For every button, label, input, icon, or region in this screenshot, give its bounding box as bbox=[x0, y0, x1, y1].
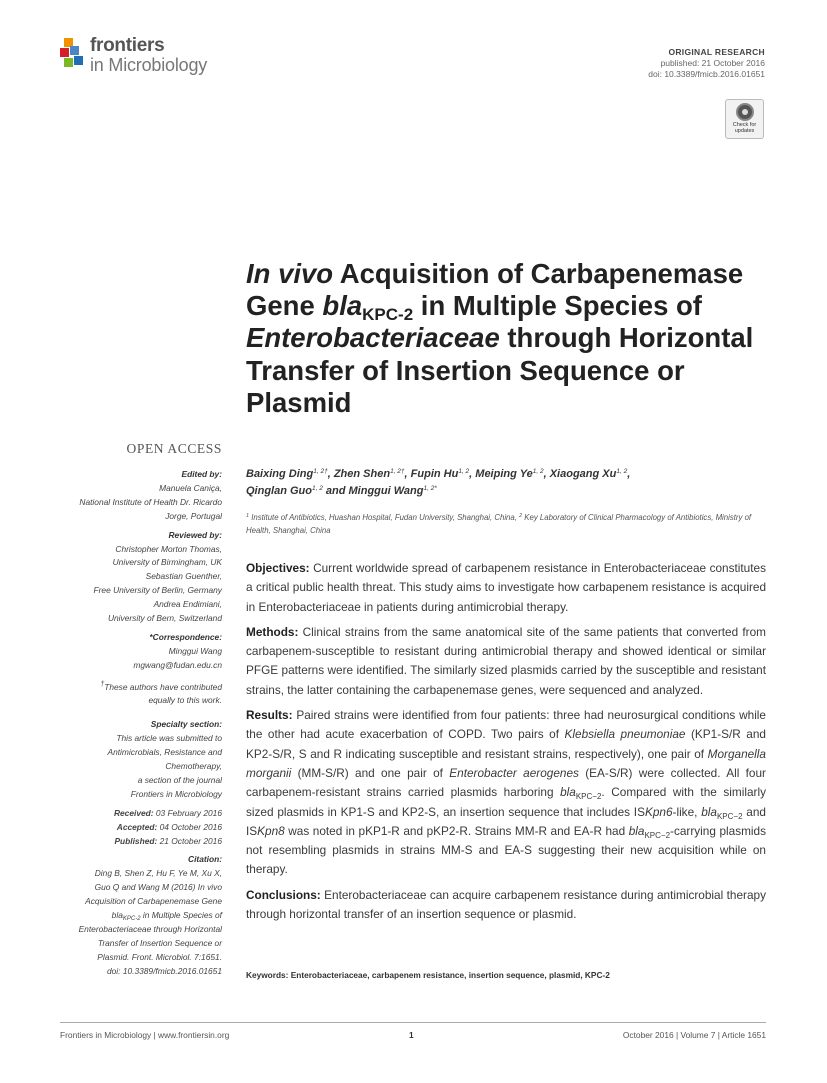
specialty-line: Antimicrobials, Resistance and bbox=[107, 747, 222, 758]
citation-doi[interactable]: doi: 10.3389/fmicb.2016.01651 bbox=[106, 965, 222, 976]
keywords: Keywords: Enterobacteriaceae, carbapenem resistance, insertion sequence, plasmid, KPC-2 bbox=[246, 970, 610, 980]
brand-name: frontiers bbox=[90, 35, 165, 56]
reviewer-line: University of Birmingham, UK bbox=[112, 557, 222, 568]
citation-line: Plasmid. Front. Microbiol. 7:1651. bbox=[97, 951, 222, 962]
equal-contribution-note: †These authors have contributed bbox=[100, 680, 222, 692]
reviewer-line: University of Bern, Switzerland bbox=[107, 613, 222, 624]
page-number: 1 bbox=[409, 1030, 414, 1040]
author[interactable]: Minggui Wang bbox=[348, 484, 424, 497]
author[interactable]: Meiping Ye bbox=[475, 468, 533, 480]
article-type: ORIGINAL RESEARCH bbox=[668, 47, 765, 57]
frontiers-logo-icon bbox=[60, 38, 86, 68]
reviewer-line: Sebastian Guenther, bbox=[145, 571, 222, 582]
citation-label: Citation: bbox=[188, 854, 222, 865]
abstract-objectives: Objectives: Current worldwide spread of carbapenem resistance in Enterobacteriaceae constitutes a critical public health threat. This study aims to investigate how carbapenem resistance is acquired in Enterobacteriaceae in patients during antimicrobial therapy. bbox=[246, 561, 766, 614]
reviewed-by-label: Reviewed by: bbox=[168, 529, 222, 540]
citation-line: Ding B, Shen Z, Hu F, Ye M, Xu X, bbox=[94, 868, 222, 879]
crossmark-icon bbox=[736, 103, 754, 121]
check-updates-line1: Check for bbox=[732, 122, 757, 128]
editor-line: Manuela Caniça, bbox=[159, 482, 222, 493]
reviewer-line: Free University of Berlin, Germany bbox=[93, 585, 222, 596]
edited-by-label: Edited by: bbox=[181, 469, 222, 479]
abstract-methods: Methods: Clinical strains from the same anatomical site of the same patients that converted from carbapenem-susceptible to resistant during antimicrobial therapy and showed identical or similar PFGE patterns were identified. The similarly sized plasmids carried by the susceptible and resistant strains, the latter containing the carbapenemase genes, were sequenced and analyzed. bbox=[246, 624, 766, 697]
correspondence-label: *Correspondence: bbox=[149, 631, 222, 642]
specialty-line: Frontiers in Microbiology bbox=[130, 788, 222, 799]
correspondence-email[interactable]: mgwang@fudan.edu.cn bbox=[133, 659, 222, 670]
abstract-results: Results: Paired strains were identified from four patients: three had neurosurgical conditions while the other had acute exacerbation of COPD. Two pairs of Klebsiella pneumoniae (KP1-S/R and KP2-S/R, S and R indicating susceptible and resistant strains, respectively), one pair of Morganella morganii (MM-S/R) and one pair of Enterobacter aerogenes (EA-S/R) were collected. All four carbapenem-resistant strains carried plasmids harboring bla$_{KPC-2}$. Compared with the similarly sized plasmids in KP1-S and KP2-S, an insertion sequence that includes ISKpn6-like, bla$_{KPC-2}$ and ISKpn8 was noted in pKP1-R and pKP2-R. Strains MM-R and EA-R had bla$_{KPC-2}$-carrying plasmids not resembling plasmids in strains MM-S and EA-S suggesting their new acquisition while on therapy. bbox=[246, 708, 766, 877]
citation-line: bla$_{KPC-2}$ in Multiple Species of bbox=[111, 910, 222, 923]
open-access-label: OPEN ACCESS bbox=[126, 441, 222, 456]
specialty-line: Chemotherapy, bbox=[165, 761, 222, 772]
editor-line: National Institute of Health Dr. Ricardo bbox=[79, 496, 222, 507]
check-updates-line2: updates bbox=[734, 128, 755, 134]
citation-line: Guo Q and Wang M (2016) In vivo bbox=[94, 882, 222, 893]
article-header-info bbox=[648, 47, 765, 79]
abstract-conclusions: Conclusions: Enterobacteriaceae can acquire carbapenem resistance during antimicrobial therapy through horizontal transfer of an insertion sequence or plasmid. bbox=[246, 887, 766, 922]
author[interactable]: Fupin Hu bbox=[410, 468, 459, 480]
specialty-line: This article was submitted to bbox=[116, 733, 222, 744]
published-date-sidebar: Published: 21 October 2016 bbox=[114, 835, 222, 846]
reviewer-line: Christopher Morton Thomas, bbox=[115, 543, 222, 554]
affiliations: $^1$ Institute of Antibiotics, Huashan Hospital, Fudan University, Shanghai, China, $^2$ Key Laboratory of Clinical Pharmacology of Antibiotics, Ministry of Health, Shanghai, China bbox=[246, 513, 752, 535]
specialty-section-label: Specialty section: bbox=[150, 719, 222, 730]
author[interactable]: Xiaogang Xu bbox=[549, 468, 617, 480]
specialty-line: a section of the journal bbox=[137, 774, 222, 785]
article-sidebar bbox=[40, 468, 222, 979]
equal-contribution-note: equally to this work. bbox=[148, 695, 222, 706]
article-title: In vivo Acquisition of Carbapenemase Gene bla$_{KPC-2}$ in Multiple Species of Enterobacteriaceae through Horizontal Transfer of Insertion Sequence or Plasmid bbox=[246, 258, 754, 418]
editor-line: Jorge, Portugal bbox=[165, 510, 222, 521]
doi-link[interactable]: doi: 10.3389/fmicb.2016.01651 bbox=[648, 69, 765, 79]
accepted-date: Accepted: 04 October 2016 bbox=[116, 821, 222, 832]
abstract bbox=[246, 559, 766, 930]
correspondence-name: Minggui Wang bbox=[168, 645, 222, 656]
footer-issue-info: October 2016 | Volume 7 | Article 1651 bbox=[622, 1030, 766, 1040]
journal-logo[interactable] bbox=[60, 36, 207, 74]
author[interactable]: Baixing Ding bbox=[246, 468, 314, 480]
citation-line: Acquisition of Carbapenemase Gene bbox=[85, 896, 222, 907]
reviewer-line: Andrea Endimiani, bbox=[153, 599, 222, 610]
published-date: published: 21 October 2016 bbox=[660, 58, 765, 68]
footer-divider bbox=[60, 1022, 766, 1023]
received-date: Received: 03 February 2016 bbox=[113, 807, 222, 818]
author[interactable]: Qinglan Guo bbox=[246, 484, 312, 497]
footer-journal-link[interactable]: Frontiers in Microbiology | www.frontiersin.org bbox=[60, 1030, 230, 1040]
author[interactable]: Zhen Shen bbox=[333, 468, 391, 480]
journal-name: in Microbiology bbox=[90, 55, 208, 75]
author-list: Baixing Ding$^{1, 2\dagger}$, Zhen Shen$^{1, 2\dagger}$, Fupin Hu$^{1, 2}$, Meiping Ye$^{1, 2}$, Xiaogang Xu$^{1, 2}$, Qinglan Guo$^{1, 2}$ and Minggui Wang$^{1, 2*}$ bbox=[246, 468, 631, 497]
citation-line: Transfer of Insertion Sequence or bbox=[97, 937, 222, 948]
check-for-updates-button[interactable] bbox=[725, 99, 764, 139]
citation-line: Enterobacteriaceae through Horizontal bbox=[78, 923, 222, 934]
